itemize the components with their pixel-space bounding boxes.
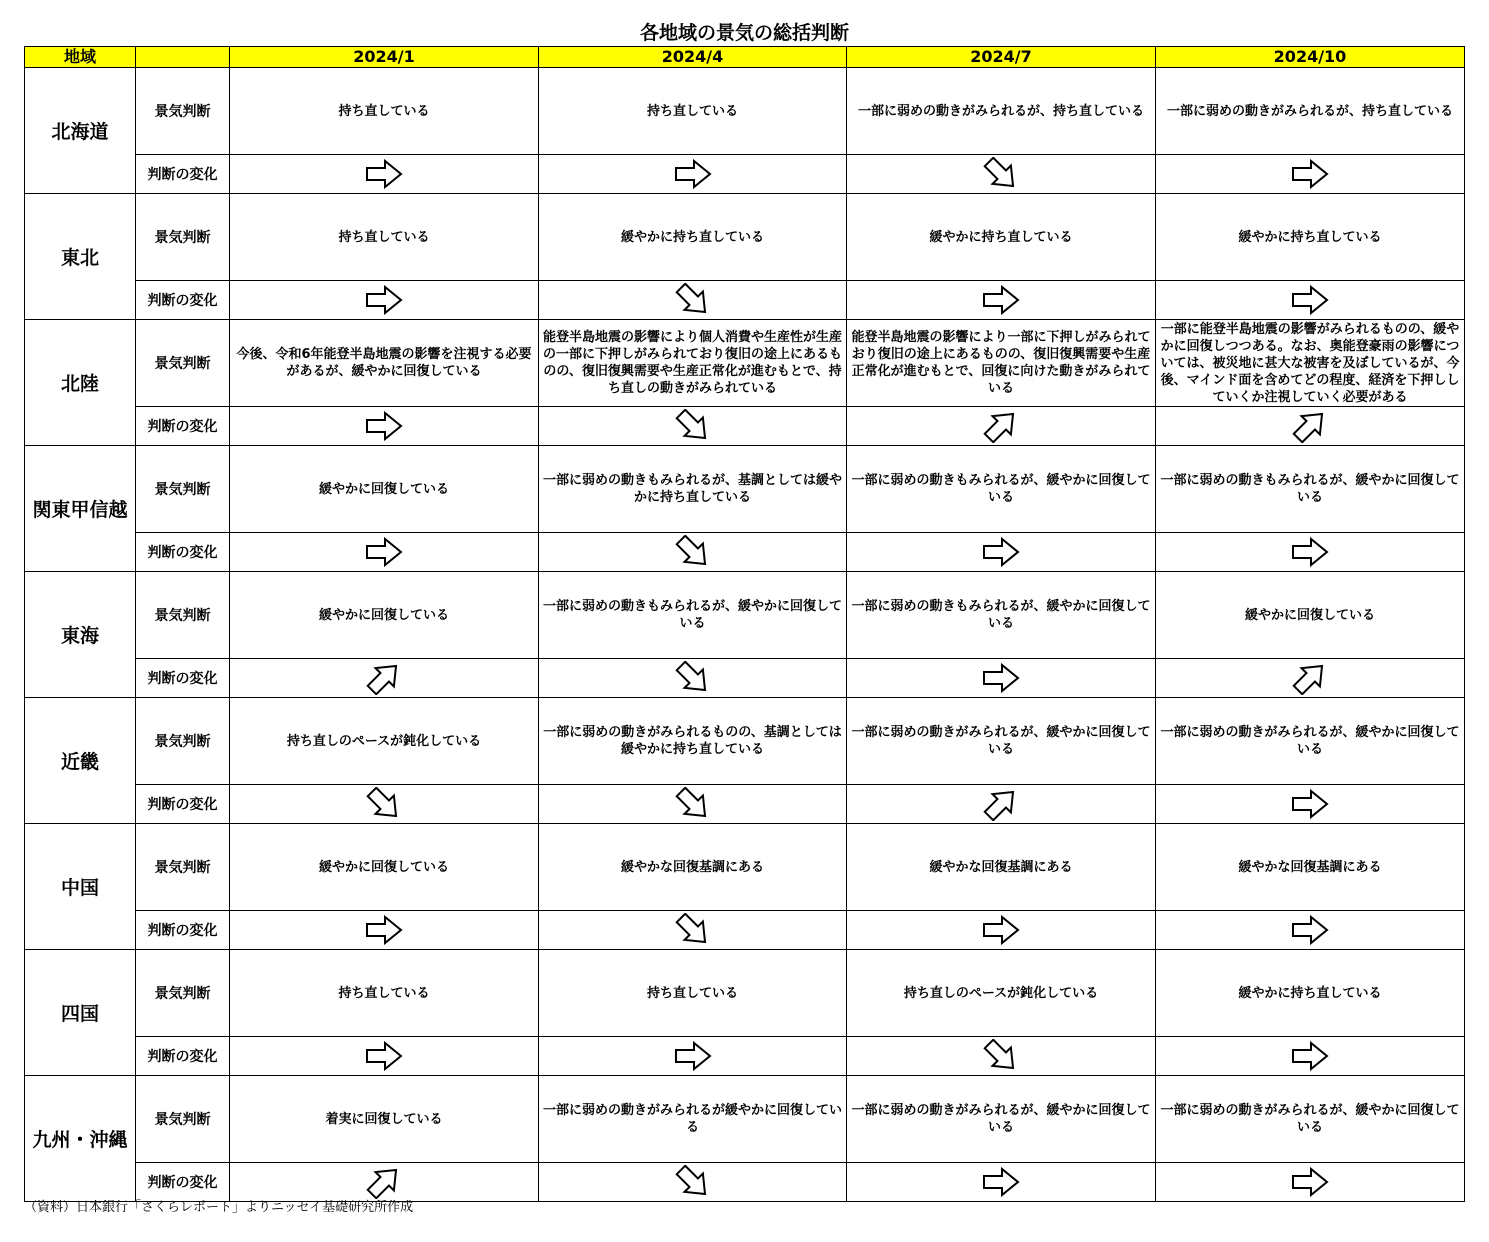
change-row xyxy=(25,155,1465,194)
arrow-down-right-icon xyxy=(673,661,713,695)
arrow-right-icon xyxy=(364,283,404,317)
header-period: 2024/7 xyxy=(847,47,1156,68)
arrow-right-icon xyxy=(364,913,404,947)
arrow-down-right-icon xyxy=(673,1165,713,1199)
change-cell xyxy=(847,281,1156,320)
header-blank xyxy=(136,47,230,68)
region-name: 九州・沖縄 xyxy=(25,1076,136,1202)
arrow-right-icon xyxy=(673,1039,713,1073)
judgment-cell: 緩やかに持ち直している xyxy=(539,194,847,281)
arrow-right-icon xyxy=(364,535,404,569)
region-name: 東北 xyxy=(25,194,136,320)
row-label-change: 判断の変化 xyxy=(136,659,230,698)
change-row xyxy=(25,407,1465,446)
arrow-right-icon xyxy=(1290,1039,1330,1073)
arrow-right-icon xyxy=(1290,1165,1330,1199)
judgment-cell: 一部に弱めの動きがみられるが、緩やかに回復している xyxy=(1156,698,1465,785)
change-cell xyxy=(847,533,1156,572)
judgment-cell: 着実に回復している xyxy=(230,1076,539,1163)
arrow-up-right-icon xyxy=(1290,409,1330,443)
arrow-right-icon xyxy=(981,535,1021,569)
header-period: 2024/1 xyxy=(230,47,539,68)
judgment-cell: 一部に能登半島地震の影響がみられるものの、緩やかに回復しつつある。なお、奥能登豪雨の影響については、被災地に甚大な被害を及ぼしているが、今後、マインド面を含めてどの程度、経済を下押ししていくか注視していく必要がある xyxy=(1156,320,1465,407)
arrow-up-right-icon xyxy=(364,661,404,695)
judgment-cell: 緩やかに回復している xyxy=(1156,572,1465,659)
change-cell xyxy=(847,1163,1156,1202)
change-row xyxy=(25,1163,1465,1202)
change-cell xyxy=(847,155,1156,194)
header-period: 2024/4 xyxy=(539,47,847,68)
change-cell xyxy=(230,785,539,824)
judgment-cell: 持ち直しのペースが鈍化している xyxy=(230,698,539,785)
region-name: 関東甲信越 xyxy=(25,446,136,572)
change-cell xyxy=(539,155,847,194)
change-cell xyxy=(230,659,539,698)
row-label-change: 判断の変化 xyxy=(136,911,230,950)
change-cell xyxy=(539,533,847,572)
change-cell xyxy=(230,1037,539,1076)
arrow-right-icon xyxy=(981,661,1021,695)
judgment-row xyxy=(25,194,1465,281)
judgment-cell: 持ち直している xyxy=(230,194,539,281)
change-cell xyxy=(1156,1163,1465,1202)
change-row xyxy=(25,281,1465,320)
arrow-down-right-icon xyxy=(673,787,713,821)
change-cell xyxy=(539,281,847,320)
change-row xyxy=(25,785,1465,824)
row-label-judgment: 景気判断 xyxy=(136,446,230,533)
judgment-cell: 今後、令和6年能登半島地震の影響を注視する必要があるが、緩やかに回復している xyxy=(230,320,539,407)
change-row xyxy=(25,911,1465,950)
judgment-cell: 一部に弱めの動きがみられるが、緩やかに回復している xyxy=(847,698,1156,785)
change-cell xyxy=(539,407,847,446)
judgment-cell: 持ち直している xyxy=(539,950,847,1037)
judgment-cell: 能登半島地震の影響により個人消費や生産性が生産の一部に下押しがみられており復旧の途上にあるものの、復旧復興需要や生産正常化が進むもとで、持ち直しの動きがみられている xyxy=(539,320,847,407)
row-label-judgment: 景気判断 xyxy=(136,572,230,659)
region-name: 四国 xyxy=(25,950,136,1076)
judgment-cell: 緩やかに持ち直している xyxy=(1156,950,1465,1037)
judgment-cell: 能登半島地震の影響により一部に下押しがみられており復旧の途上にあるものの、復旧復興需要や生産正常化が進むもとで、回復に向けた動きがみられている xyxy=(847,320,1156,407)
regional-economy-table xyxy=(24,46,1465,1202)
region-name: 東海 xyxy=(25,572,136,698)
change-cell xyxy=(847,407,1156,446)
arrow-right-icon xyxy=(1290,535,1330,569)
arrow-down-right-icon xyxy=(673,913,713,947)
judgment-cell: 緩やかに回復している xyxy=(230,572,539,659)
row-label-change: 判断の変化 xyxy=(136,1163,230,1202)
arrow-right-icon xyxy=(364,157,404,191)
row-label-judgment: 景気判断 xyxy=(136,950,230,1037)
arrow-down-right-icon xyxy=(673,283,713,317)
change-cell xyxy=(847,911,1156,950)
judgment-row xyxy=(25,950,1465,1037)
change-cell xyxy=(539,911,847,950)
header-period: 2024/10 xyxy=(1156,47,1465,68)
change-cell xyxy=(1156,533,1465,572)
change-cell xyxy=(1156,407,1465,446)
change-cell xyxy=(539,785,847,824)
change-cell xyxy=(1156,659,1465,698)
change-cell xyxy=(230,1163,539,1202)
arrow-right-icon xyxy=(1290,913,1330,947)
judgment-cell: 緩やかな回復基調にある xyxy=(539,824,847,911)
judgment-cell: 一部に弱めの動きがみられるが、緩やかに回復している xyxy=(1156,1076,1465,1163)
arrow-up-right-icon xyxy=(364,1165,404,1199)
judgment-cell: 一部に弱めの動きがみられるものの、基調としては緩やかに持ち直している xyxy=(539,698,847,785)
arrow-right-icon xyxy=(364,1039,404,1073)
arrow-down-right-icon xyxy=(981,1039,1021,1073)
header-row xyxy=(25,47,1465,68)
row-label-change: 判断の変化 xyxy=(136,533,230,572)
arrow-right-icon xyxy=(1290,157,1330,191)
change-row xyxy=(25,659,1465,698)
page-title: 各地域の景気の総括判断 xyxy=(639,22,849,44)
judgment-cell: 一部に弱めの動きがみられるが緩やかに回復している xyxy=(539,1076,847,1163)
change-cell xyxy=(539,659,847,698)
judgment-cell: 一部に弱めの動きもみられるが、基調としては緩やかに持ち直している xyxy=(539,446,847,533)
region-name: 北陸 xyxy=(25,320,136,446)
judgment-cell: 一部に弱めの動きもみられるが、緩やかに回復している xyxy=(539,572,847,659)
arrow-down-right-icon xyxy=(364,787,404,821)
judgment-cell: 持ち直している xyxy=(539,68,847,155)
judgment-row xyxy=(25,824,1465,911)
change-cell xyxy=(1156,155,1465,194)
change-cell xyxy=(230,533,539,572)
judgment-cell: 持ち直している xyxy=(230,68,539,155)
arrow-right-icon xyxy=(981,1165,1021,1199)
row-label-judgment: 景気判断 xyxy=(136,68,230,155)
change-row xyxy=(25,1037,1465,1076)
judgment-cell: 一部に弱めの動きがみられるが、緩やかに回復している xyxy=(847,1076,1156,1163)
region-name: 北海道 xyxy=(25,68,136,194)
change-cell xyxy=(1156,911,1465,950)
region-name: 中国 xyxy=(25,824,136,950)
region-name: 近畿 xyxy=(25,698,136,824)
judgment-cell: 一部に弱めの動きがみられるが、持ち直している xyxy=(1156,68,1465,155)
change-cell xyxy=(539,1037,847,1076)
change-cell xyxy=(230,155,539,194)
arrow-up-right-icon xyxy=(1290,661,1330,695)
judgment-cell: 一部に弱めの動きもみられるが、緩やかに回復している xyxy=(1156,446,1465,533)
source-note: （資料）日本銀行「さくらレポート」よりニッセイ基礎研究所作成 xyxy=(24,1200,414,1215)
judgment-cell: 一部に弱めの動きもみられるが、緩やかに回復している xyxy=(847,446,1156,533)
arrow-right-icon xyxy=(981,283,1021,317)
row-label-judgment: 景気判断 xyxy=(136,320,230,407)
change-cell xyxy=(539,1163,847,1202)
arrow-right-icon xyxy=(1290,283,1330,317)
change-row xyxy=(25,533,1465,572)
judgment-cell: 緩やかに回復している xyxy=(230,824,539,911)
change-cell xyxy=(230,407,539,446)
arrow-down-right-icon xyxy=(673,535,713,569)
arrow-right-icon xyxy=(1290,787,1330,821)
arrow-right-icon xyxy=(364,409,404,443)
table-body xyxy=(25,68,1465,1202)
judgment-row xyxy=(25,1076,1465,1163)
change-cell xyxy=(1156,785,1465,824)
change-cell xyxy=(847,1037,1156,1076)
change-cell xyxy=(847,659,1156,698)
header-region: 地域 xyxy=(25,47,136,68)
row-label-change: 判断の変化 xyxy=(136,1037,230,1076)
row-label-change: 判断の変化 xyxy=(136,785,230,824)
change-cell xyxy=(1156,1037,1465,1076)
row-label-judgment: 景気判断 xyxy=(136,1076,230,1163)
arrow-right-icon xyxy=(981,913,1021,947)
judgment-cell: 緩やかな回復基調にある xyxy=(847,824,1156,911)
row-label-judgment: 景気判断 xyxy=(136,824,230,911)
row-label-judgment: 景気判断 xyxy=(136,194,230,281)
row-label-change: 判断の変化 xyxy=(136,281,230,320)
judgment-row xyxy=(25,698,1465,785)
judgment-row xyxy=(25,320,1465,407)
change-cell xyxy=(230,911,539,950)
judgment-cell: 一部に弱めの動きがみられるが、持ち直している xyxy=(847,68,1156,155)
judgment-row xyxy=(25,68,1465,155)
change-cell xyxy=(847,785,1156,824)
row-label-change: 判断の変化 xyxy=(136,407,230,446)
judgment-cell: 持ち直しのペースが鈍化している xyxy=(847,950,1156,1037)
judgment-cell: 緩やかな回復基調にある xyxy=(1156,824,1465,911)
row-label-judgment: 景気判断 xyxy=(136,698,230,785)
change-cell xyxy=(230,281,539,320)
arrow-down-right-icon xyxy=(673,409,713,443)
arrow-right-icon xyxy=(673,157,713,191)
arrow-up-right-icon xyxy=(981,787,1021,821)
judgment-cell: 緩やかに回復している xyxy=(230,446,539,533)
judgment-cell: 持ち直している xyxy=(230,950,539,1037)
judgment-cell: 緩やかに持ち直している xyxy=(1156,194,1465,281)
judgment-cell: 一部に弱めの動きもみられるが、緩やかに回復している xyxy=(847,572,1156,659)
judgment-row xyxy=(25,572,1465,659)
row-label-change: 判断の変化 xyxy=(136,155,230,194)
change-cell xyxy=(1156,281,1465,320)
arrow-down-right-icon xyxy=(981,157,1021,191)
judgment-row xyxy=(25,446,1465,533)
arrow-up-right-icon xyxy=(981,409,1021,443)
judgment-cell: 緩やかに持ち直している xyxy=(847,194,1156,281)
